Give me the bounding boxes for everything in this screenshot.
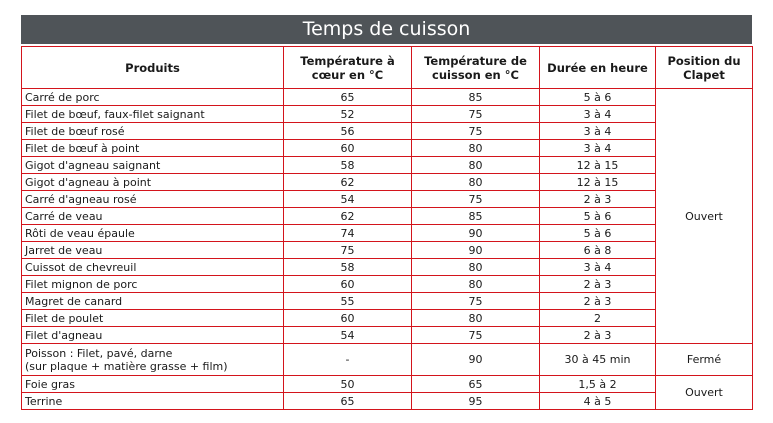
product-name: Filet mignon de porc (22, 276, 284, 293)
table-row (22, 327, 753, 344)
duration: 5 à 6 (540, 89, 656, 106)
cook-temp: 95 (412, 393, 540, 410)
core-temp: 58 (284, 157, 412, 174)
header-duree: Durée en heure (540, 47, 656, 89)
product-name: Carré de porc (22, 89, 284, 106)
core-temp: 55 (284, 293, 412, 310)
table-row (22, 89, 753, 106)
cooking-time-table (21, 46, 753, 410)
cook-temp: 65 (412, 376, 540, 393)
product-name: Gigot d'agneau saignant (22, 157, 284, 174)
table-row (22, 208, 753, 225)
table-row (22, 106, 753, 123)
poisson-note: (sur plaque + matière grasse + film) (25, 359, 228, 373)
header-position-clapet: Position du Clapet (656, 47, 753, 89)
core-temp: 56 (284, 123, 412, 140)
core-temp: 65 (284, 393, 412, 410)
table-row (22, 123, 753, 140)
table-row (22, 225, 753, 242)
duration: 2 à 3 (540, 293, 656, 310)
product-name: Filet d'agneau (22, 327, 284, 344)
position-ouvert-2: Ouvert (656, 376, 753, 410)
cook-temp: 80 (412, 157, 540, 174)
table-row (22, 344, 753, 376)
table-row (22, 276, 753, 293)
core-temp: 50 (284, 376, 412, 393)
duration: 4 à 5 (540, 393, 656, 410)
duration: 3 à 4 (540, 123, 656, 140)
table-row (22, 393, 753, 410)
core-temp: 60 (284, 276, 412, 293)
cook-temp: 80 (412, 140, 540, 157)
table-row (22, 191, 753, 208)
core-temp: 58 (284, 259, 412, 276)
page-title: Temps de cuisson (21, 15, 752, 44)
duration: 5 à 6 (540, 208, 656, 225)
core-temp: - (284, 344, 412, 376)
duration: 2 à 3 (540, 191, 656, 208)
header-row (22, 47, 753, 89)
table-row (22, 157, 753, 174)
cook-temp: 75 (412, 106, 540, 123)
core-temp: 54 (284, 191, 412, 208)
table-row (22, 376, 753, 393)
product-name: Carré d'agneau rosé (22, 191, 284, 208)
core-temp: 65 (284, 89, 412, 106)
duration: 30 à 45 min (540, 344, 656, 376)
header-temp-coeur: Température à cœur en °C (284, 47, 412, 89)
cook-temp: 80 (412, 259, 540, 276)
table-row (22, 293, 753, 310)
duration: 12 à 15 (540, 157, 656, 174)
duration: 1,5 à 2 (540, 376, 656, 393)
core-temp: 75 (284, 242, 412, 259)
cook-temp: 90 (412, 344, 540, 376)
core-temp: 74 (284, 225, 412, 242)
core-temp: 52 (284, 106, 412, 123)
duration: 3 à 4 (540, 259, 656, 276)
product-name: Gigot d'agneau à point (22, 174, 284, 191)
cook-temp: 90 (412, 242, 540, 259)
table-row (22, 242, 753, 259)
position-ouvert: Ouvert (656, 89, 753, 344)
product-name: Rôti de veau épaule (22, 225, 284, 242)
table-row (22, 259, 753, 276)
product-name: Terrine (22, 393, 284, 410)
product-name (22, 344, 284, 376)
header-temp-cuisson: Température de cuisson en °C (412, 47, 540, 89)
duration: 3 à 4 (540, 106, 656, 123)
duration: 2 (540, 310, 656, 327)
core-temp: 60 (284, 310, 412, 327)
cook-temp: 80 (412, 276, 540, 293)
core-temp: 62 (284, 208, 412, 225)
cook-temp: 80 (412, 174, 540, 191)
duration: 6 à 8 (540, 242, 656, 259)
duration: 3 à 4 (540, 140, 656, 157)
cook-temp: 85 (412, 208, 540, 225)
duration: 2 à 3 (540, 327, 656, 344)
core-temp: 60 (284, 140, 412, 157)
table-row (22, 310, 753, 327)
cook-temp: 85 (412, 89, 540, 106)
duration: 12 à 15 (540, 174, 656, 191)
core-temp: 54 (284, 327, 412, 344)
cook-temp: 75 (412, 191, 540, 208)
position-ferme: Fermé (656, 344, 753, 376)
cook-temp: 75 (412, 293, 540, 310)
product-name: Cuissot de chevreuil (22, 259, 284, 276)
product-name: Filet de bœuf à point (22, 140, 284, 157)
product-name: Filet de bœuf, faux-filet saignant (22, 106, 284, 123)
cook-temp: 75 (412, 123, 540, 140)
product-name: Foie gras (22, 376, 284, 393)
product-name: Jarret de veau (22, 242, 284, 259)
product-name: Filet de poulet (22, 310, 284, 327)
cook-temp: 90 (412, 225, 540, 242)
table-row (22, 140, 753, 157)
cook-temp: 80 (412, 310, 540, 327)
core-temp: 62 (284, 174, 412, 191)
duration: 5 à 6 (540, 225, 656, 242)
poisson-label: Poisson : Filet, pavé, darne (25, 346, 173, 360)
table-row (22, 174, 753, 191)
duration: 2 à 3 (540, 276, 656, 293)
product-name: Filet de bœuf rosé (22, 123, 284, 140)
cook-temp: 75 (412, 327, 540, 344)
product-name: Carré de veau (22, 208, 284, 225)
header-produits: Produits (22, 47, 284, 89)
product-name: Magret de canard (22, 293, 284, 310)
